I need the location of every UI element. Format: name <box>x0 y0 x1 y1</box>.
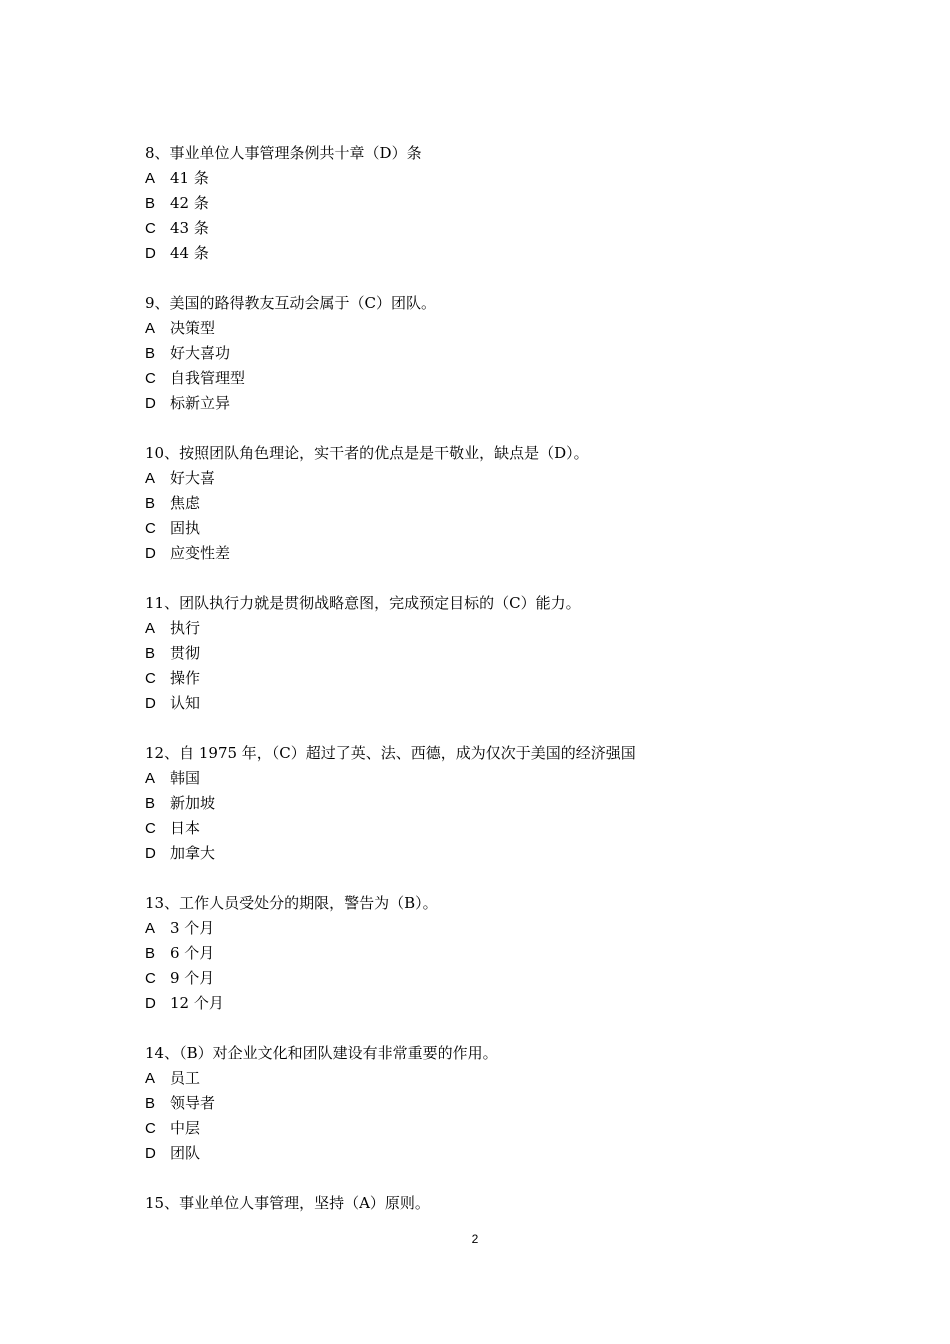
answer-option-c <box>145 666 825 691</box>
answer-option-a <box>145 616 825 641</box>
option-text: 韩国 <box>170 769 201 787</box>
option-letter: D <box>145 395 156 412</box>
option-letter: D <box>145 695 156 712</box>
question-15 <box>145 1191 825 1216</box>
option-letter: B <box>145 1095 156 1112</box>
option-text: 3 个月 <box>170 919 215 937</box>
question-14 <box>145 1041 825 1166</box>
option-letter: B <box>145 345 156 362</box>
question-stem: 8、事业单位人事管理条例共十章（D）条 <box>145 144 422 162</box>
option-text: 自我管理型 <box>170 369 246 387</box>
option-letter: A <box>145 920 156 937</box>
page-number: 2 <box>471 1232 479 1246</box>
question-13 <box>145 891 825 1016</box>
answer-option-a <box>145 766 825 791</box>
answer-option-c <box>145 516 825 541</box>
option-letter: A <box>145 320 156 337</box>
option-letter: D <box>145 845 156 862</box>
option-text: 加拿大 <box>170 844 216 862</box>
question-stem: 10、按照团队角色理论，实干者的优点是是干敬业，缺点是（D）。 <box>145 444 589 462</box>
option-text: 好大喜 <box>170 469 216 487</box>
option-letter: D <box>145 1145 156 1162</box>
option-text: 固执 <box>170 519 201 537</box>
option-text: 9 个月 <box>170 969 215 987</box>
answer-option-c <box>145 1116 825 1141</box>
answer-option-b <box>145 1091 825 1116</box>
answer-option-c <box>145 966 825 991</box>
option-letter: C <box>145 970 156 987</box>
question-stem: 11、团队执行力就是贯彻战略意图，完成预定目标的（C）能力。 <box>145 594 581 612</box>
option-text: 43 条 <box>170 219 209 237</box>
option-text: 标新立异 <box>170 394 231 412</box>
answer-option-a <box>145 916 825 941</box>
answer-option-c <box>145 816 825 841</box>
option-text: 领导者 <box>170 1094 216 1112</box>
option-letter: B <box>145 645 156 662</box>
question-12 <box>145 741 825 866</box>
option-text: 6 个月 <box>170 944 215 962</box>
answer-option-b <box>145 191 825 216</box>
answer-option-d <box>145 391 825 416</box>
option-text: 42 条 <box>170 194 209 212</box>
answer-option-a <box>145 316 825 341</box>
question-stem: 15、事业单位人事管理，坚持（A）原则。 <box>145 1194 430 1212</box>
answer-option-b <box>145 791 825 816</box>
question-11 <box>145 591 825 716</box>
question-8 <box>145 141 825 266</box>
option-letter: B <box>145 495 156 512</box>
option-text: 好大喜功 <box>170 344 231 362</box>
option-letter: A <box>145 770 156 787</box>
option-letter: A <box>145 620 156 637</box>
answer-option-c <box>145 366 825 391</box>
option-text: 认知 <box>170 694 201 712</box>
answer-option-b <box>145 341 825 366</box>
option-text: 团队 <box>170 1144 201 1162</box>
option-letter: D <box>145 245 156 262</box>
answer-option-b <box>145 941 825 966</box>
answer-option-c <box>145 216 825 241</box>
option-text: 44 条 <box>170 244 209 262</box>
option-text: 贯彻 <box>170 644 201 662</box>
option-text: 焦虑 <box>170 494 201 512</box>
option-text: 新加坡 <box>170 794 216 812</box>
question-stem: 12、自 1975 年，（C）超过了英、法、西德，成为仅次于美国的经济强国 <box>145 744 636 762</box>
option-letter: B <box>145 195 156 212</box>
option-text: 12 个月 <box>170 994 224 1012</box>
answer-option-d <box>145 691 825 716</box>
option-text: 决策型 <box>170 319 216 337</box>
question-stem: 13、工作人员受处分的期限，警告为（B）。 <box>145 894 438 912</box>
answer-option-d <box>145 841 825 866</box>
question-9 <box>145 291 825 416</box>
document-body <box>145 141 825 1241</box>
answer-option-a <box>145 166 825 191</box>
option-letter: C <box>145 1120 156 1137</box>
option-letter: C <box>145 370 156 387</box>
option-letter: B <box>145 945 156 962</box>
option-text: 操作 <box>170 669 201 687</box>
option-letter: C <box>145 820 156 837</box>
answer-option-b <box>145 641 825 666</box>
answer-option-a <box>145 1066 825 1091</box>
answer-option-d <box>145 241 825 266</box>
option-text: 执行 <box>170 619 201 637</box>
answer-option-b <box>145 491 825 516</box>
answer-option-d <box>145 1141 825 1166</box>
option-letter: D <box>145 545 156 562</box>
answer-option-d <box>145 991 825 1016</box>
option-letter: B <box>145 795 156 812</box>
option-text: 日本 <box>170 819 201 837</box>
answer-option-a <box>145 466 825 491</box>
option-text: 中层 <box>170 1119 201 1137</box>
option-letter: A <box>145 1070 156 1087</box>
option-letter: D <box>145 995 156 1012</box>
question-stem: 14、（B）对企业文化和团队建设有非常重要的作用。 <box>145 1044 498 1062</box>
option-letter: C <box>145 520 156 537</box>
option-text: 41 条 <box>170 169 209 187</box>
answer-option-d <box>145 541 825 566</box>
option-letter: C <box>145 220 156 237</box>
option-text: 应变性差 <box>170 544 231 562</box>
option-letter: A <box>145 470 156 487</box>
option-text: 员工 <box>170 1069 201 1087</box>
option-letter: C <box>145 670 156 687</box>
question-stem: 9、美国的路得教友互动会属于（C）团队。 <box>145 294 437 312</box>
question-10 <box>145 441 825 566</box>
option-letter: A <box>145 170 156 187</box>
